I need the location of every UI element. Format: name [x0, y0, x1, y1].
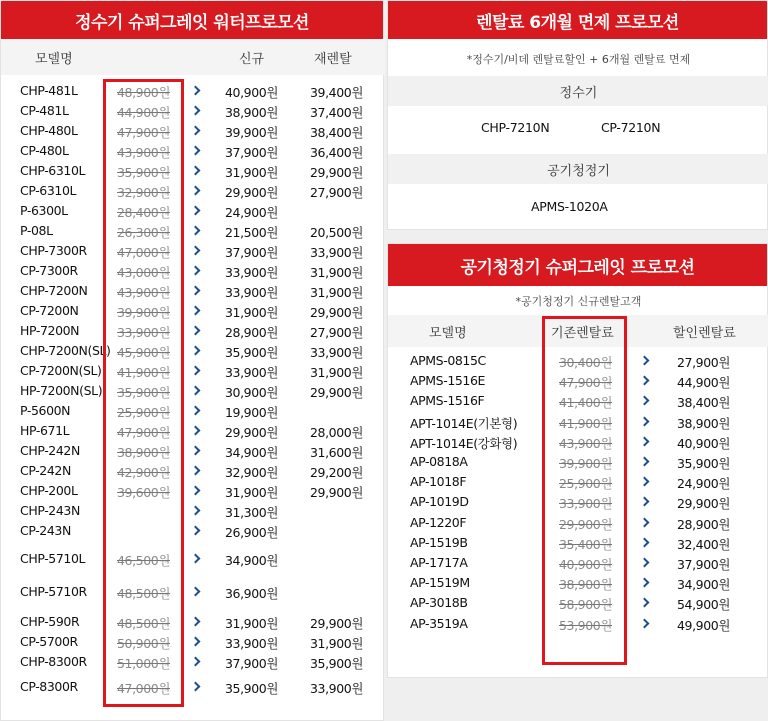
model-name: CHP-8300R: [20, 654, 87, 669]
rerent-price: 29,900원: [310, 305, 364, 320]
chevron-right-icon: [640, 598, 650, 608]
air-note: *공기청정기 신규렌탈고객: [515, 295, 642, 308]
old-price: 43,900원: [559, 435, 613, 451]
chevron-right-icon: [191, 617, 201, 627]
chevron-right-icon: [640, 416, 650, 426]
chevron-right-icon: [191, 486, 201, 496]
model-name: AP-1519B: [410, 534, 468, 550]
old-price: 40,900원: [559, 557, 613, 572]
air-header-new: 할인렌탈료: [673, 326, 736, 341]
chevron-right-icon: [640, 537, 650, 547]
new-price: 29,900원: [677, 496, 731, 512]
chevron-right-icon: [191, 266, 201, 276]
rerent-price: 29,900원: [310, 485, 364, 500]
old-price: 26,300원: [117, 225, 171, 240]
rental-model: CHP-7210N: [481, 120, 550, 135]
old-price: 33,900원: [117, 325, 171, 340]
model-name: P-08L: [20, 223, 53, 238]
rerent-price: 27,900원: [310, 185, 364, 200]
model-name: AP-1019D: [410, 494, 469, 510]
new-price: 44,900원: [677, 375, 731, 391]
chevron-right-icon: [191, 506, 201, 516]
new-price: 33,900원: [225, 265, 279, 280]
model-name: HP-7200N: [20, 323, 80, 338]
new-price: 32,900원: [225, 465, 279, 480]
rerent-price: 31,900원: [310, 285, 364, 300]
water-header-new: 신규: [239, 52, 265, 67]
rerent-price: 31,900원: [310, 636, 364, 651]
model-name: APT-1014E(기본형): [410, 415, 518, 431]
new-price: 33,900원: [225, 365, 279, 380]
rerent-price: 28,000원: [310, 425, 364, 440]
chevron-right-icon: [191, 286, 201, 296]
old-price: 45,900원: [117, 345, 171, 360]
rerent-price: 29,200원: [310, 465, 364, 480]
water-old-price-highlight: [103, 79, 184, 707]
new-price: 31,900원: [225, 616, 279, 631]
chevron-right-icon: [191, 366, 201, 376]
old-price: 58,900원: [559, 597, 613, 613]
chevron-right-icon: [191, 166, 201, 176]
model-name: AP-1519M: [410, 575, 470, 591]
new-price: 35,900원: [677, 456, 731, 471]
new-price: 40,900원: [677, 435, 731, 451]
rerent-price: 33,900원: [310, 245, 364, 260]
chevron-right-icon: [191, 426, 201, 436]
old-price: 43,900원: [117, 145, 171, 160]
new-price: 38,900원: [677, 415, 731, 431]
model-name: AP-1717A: [410, 555, 468, 570]
model-name: CHP-5710L: [20, 551, 86, 566]
chevron-right-icon: [191, 657, 201, 667]
old-price: 32,900원: [117, 185, 171, 200]
model-name: P-6300L: [20, 203, 68, 218]
chevron-right-icon: [640, 618, 650, 628]
chevron-right-icon: [191, 466, 201, 476]
chevron-right-icon: [191, 306, 201, 316]
model-name: P-5600N: [20, 403, 71, 418]
chevron-right-icon: [640, 457, 650, 467]
chevron-right-icon: [191, 406, 201, 416]
chevron-right-icon: [191, 446, 201, 456]
old-price: 46,500원: [117, 553, 171, 568]
new-price: 34,900원: [677, 577, 731, 593]
old-price: 47,900원: [117, 125, 171, 140]
chevron-right-icon: [191, 226, 201, 236]
new-price: 21,500원: [225, 225, 279, 240]
model-name: CP-481L: [20, 103, 69, 118]
chevron-right-icon: [191, 206, 201, 216]
new-price: 37,900원: [225, 245, 279, 260]
chevron-right-icon: [640, 436, 650, 446]
chevron-right-icon: [191, 554, 201, 564]
chevron-right-icon: [191, 587, 201, 597]
new-price: 38,400원: [677, 395, 731, 411]
old-price: 41,900원: [117, 365, 171, 380]
old-price: 39,900원: [559, 456, 613, 471]
model-name: AP-0818A: [410, 454, 468, 469]
rerent-price: 33,900원: [310, 681, 364, 696]
chevron-right-icon: [640, 578, 650, 588]
rerent-price: 36,400원: [310, 145, 364, 160]
model-name: CHP-7200N: [20, 283, 88, 298]
rental-promo-panel: [387, 0, 768, 230]
new-price: 54,900원: [677, 597, 731, 613]
old-price: 25,900원: [117, 405, 171, 420]
chevron-right-icon: [640, 517, 650, 527]
model-name: APMS-1516E: [410, 373, 486, 389]
new-price: 28,900원: [677, 516, 731, 532]
model-name: CHP-242N: [20, 443, 80, 458]
water-header-rerent: 재렌탈: [314, 52, 352, 67]
rerent-price: 29,900원: [310, 616, 364, 631]
new-price: 35,900원: [225, 681, 279, 696]
rental-model: APMS-1020A: [531, 199, 608, 214]
chevron-right-icon: [640, 356, 650, 366]
new-price: 28,900원: [225, 325, 279, 340]
new-price: 31,900원: [225, 485, 279, 500]
old-price: 48,500원: [117, 616, 171, 631]
rental-section-water: 정수기: [388, 76, 768, 106]
new-price: 31,300원: [225, 505, 279, 520]
new-price: 31,900원: [225, 305, 279, 320]
chevron-right-icon: [640, 396, 650, 406]
chevron-right-icon: [191, 682, 201, 692]
rerent-price: 27,900원: [310, 325, 364, 340]
new-price: 32,400원: [677, 536, 731, 552]
old-price: 50,900원: [117, 636, 171, 651]
model-name: CHP-243N: [20, 503, 80, 518]
old-price: 35,900원: [117, 385, 171, 400]
new-price: 37,900원: [225, 656, 279, 671]
old-price: 43,900원: [117, 285, 171, 300]
chevron-right-icon: [191, 346, 201, 356]
old-price: 25,900원: [559, 476, 613, 492]
water-header-model: 모델명: [35, 52, 73, 67]
rerent-price: 29,900원: [310, 165, 364, 180]
old-price: 28,400원: [117, 205, 171, 220]
old-price: 48,500원: [117, 586, 171, 601]
new-price: 40,900원: [225, 85, 279, 100]
new-price: 24,900원: [225, 205, 279, 220]
model-name: CP-6310L: [20, 183, 77, 198]
old-price: 41,900원: [559, 415, 613, 431]
model-name: AP-1220F: [410, 514, 467, 530]
chevron-right-icon: [640, 376, 650, 386]
new-price: 29,900원: [225, 185, 279, 200]
rerent-price: 37,400원: [310, 105, 364, 120]
new-price: 35,900원: [225, 345, 279, 360]
old-price: 30,400원: [559, 355, 613, 370]
old-price: 47,000원: [117, 245, 171, 260]
model-name: AP-3018B: [410, 595, 468, 611]
new-price: 38,900원: [225, 105, 279, 120]
model-name: CP-5700R: [20, 634, 78, 649]
rerent-price: 38,400원: [310, 125, 364, 140]
old-price: 35,400원: [559, 536, 613, 552]
model-name: APMS-0815C: [410, 353, 486, 368]
chevron-right-icon: [640, 497, 650, 507]
air-header-model: 모델명: [429, 326, 467, 341]
new-price: 19,900원: [225, 405, 279, 420]
new-price: 33,900원: [225, 636, 279, 651]
rerent-price: 33,900원: [310, 345, 364, 360]
old-price: 38,900원: [559, 577, 613, 593]
old-price: 47,900원: [559, 375, 613, 391]
old-price: 39,600원: [117, 485, 171, 500]
model-name: CP-8300R: [20, 679, 78, 694]
model-name: CP-242N: [20, 463, 71, 478]
rerent-price: 35,900원: [310, 656, 364, 671]
old-price: 38,900원: [117, 445, 171, 460]
air-old-price-highlight: [542, 316, 627, 665]
rerent-price: 31,900원: [310, 265, 364, 280]
new-price: 37,900원: [225, 145, 279, 160]
rental-section-air: 공기청정기: [388, 154, 768, 184]
model-name: HP-7200N(SL): [20, 383, 103, 398]
model-name: CP-480L: [20, 143, 69, 158]
chevron-right-icon: [191, 86, 201, 96]
chevron-right-icon: [191, 246, 201, 256]
old-price: 35,900원: [117, 165, 171, 180]
old-price: 53,900원: [559, 617, 613, 633]
old-price: 41,400원: [559, 395, 613, 411]
new-price: 31,900원: [225, 165, 279, 180]
new-price: 49,900원: [677, 617, 731, 633]
old-price: 43,000원: [117, 265, 171, 280]
model-name: CP-243N: [20, 523, 71, 538]
new-price: 33,900원: [225, 285, 279, 300]
model-name: APMS-1516F: [410, 393, 485, 409]
new-price: 36,900원: [225, 586, 279, 601]
chevron-right-icon: [191, 146, 201, 156]
rerent-price: 31,600원: [310, 445, 364, 460]
old-price: 29,900원: [559, 516, 613, 532]
new-price: 30,900원: [225, 385, 279, 400]
rerent-price: 29,900원: [310, 385, 364, 400]
model-name: HP-671L: [20, 423, 70, 438]
model-name: CP-7200N: [20, 303, 79, 318]
new-price: 34,900원: [225, 445, 279, 460]
model-name: AP-3519A: [410, 615, 468, 631]
old-price: 39,900원: [117, 305, 171, 320]
model-name: CHP-7300R: [20, 243, 87, 258]
old-price: 47,000원: [117, 681, 171, 696]
rental-note: *정수기/비데 렌탈료할인 + 6개월 렌탈료 면제: [466, 53, 691, 66]
rerent-price: 31,900원: [310, 365, 364, 380]
old-price: 47,900원: [117, 425, 171, 440]
model-name: AP-1018F: [410, 474, 467, 490]
new-price: 39,900원: [225, 125, 279, 140]
chevron-right-icon: [191, 386, 201, 396]
chevron-right-icon: [191, 186, 201, 196]
rental-promo-title: 렌탈료 6개월 면제 프로모션: [388, 1, 767, 39]
model-name: APT-1014E(강화형): [410, 435, 518, 451]
chevron-right-icon: [191, 326, 201, 336]
model-name: CHP-6310L: [20, 163, 86, 178]
model-name: CP-7300R: [20, 263, 78, 278]
model-name: CHP-481L: [20, 83, 78, 98]
model-name: CHP-200L: [20, 483, 78, 498]
old-price: 44,900원: [117, 105, 171, 120]
chevron-right-icon: [640, 477, 650, 487]
model-name: CHP-480L: [20, 123, 78, 138]
chevron-right-icon: [191, 637, 201, 647]
rerent-price: 39,400원: [310, 85, 364, 100]
chevron-right-icon: [191, 106, 201, 116]
model-name: CHP-590R: [20, 614, 80, 629]
new-price: 24,900원: [677, 476, 731, 492]
rerent-price: 20,500원: [310, 225, 364, 240]
old-price: 42,900원: [117, 465, 171, 480]
rental-model: CP-7210N: [601, 120, 661, 135]
new-price: 27,900원: [677, 355, 731, 370]
water-promo-title: 정수기 슈퍼그레잇 워터프로모션: [1, 1, 383, 39]
new-price: 29,900원: [225, 425, 279, 440]
new-price: 34,900원: [225, 553, 279, 568]
chevron-right-icon: [191, 526, 201, 536]
new-price: 37,900원: [677, 557, 731, 572]
air-promo-panel: [387, 243, 768, 678]
old-price: 51,000원: [117, 656, 171, 671]
old-price: 48,900원: [117, 85, 171, 100]
model-name: CHP-5710R: [20, 584, 87, 599]
air-header-old: 기존렌탈료: [551, 326, 614, 341]
model-name: CP-7200N(SL): [20, 363, 102, 378]
old-price: 33,900원: [559, 496, 613, 512]
model-name: CHP-7200N(SL): [20, 343, 111, 358]
chevron-right-icon: [191, 126, 201, 136]
chevron-right-icon: [640, 558, 650, 568]
air-promo-title: 공기청정기 슈퍼그레잇 프로모션: [388, 244, 767, 286]
new-price: 26,900원: [225, 525, 279, 540]
